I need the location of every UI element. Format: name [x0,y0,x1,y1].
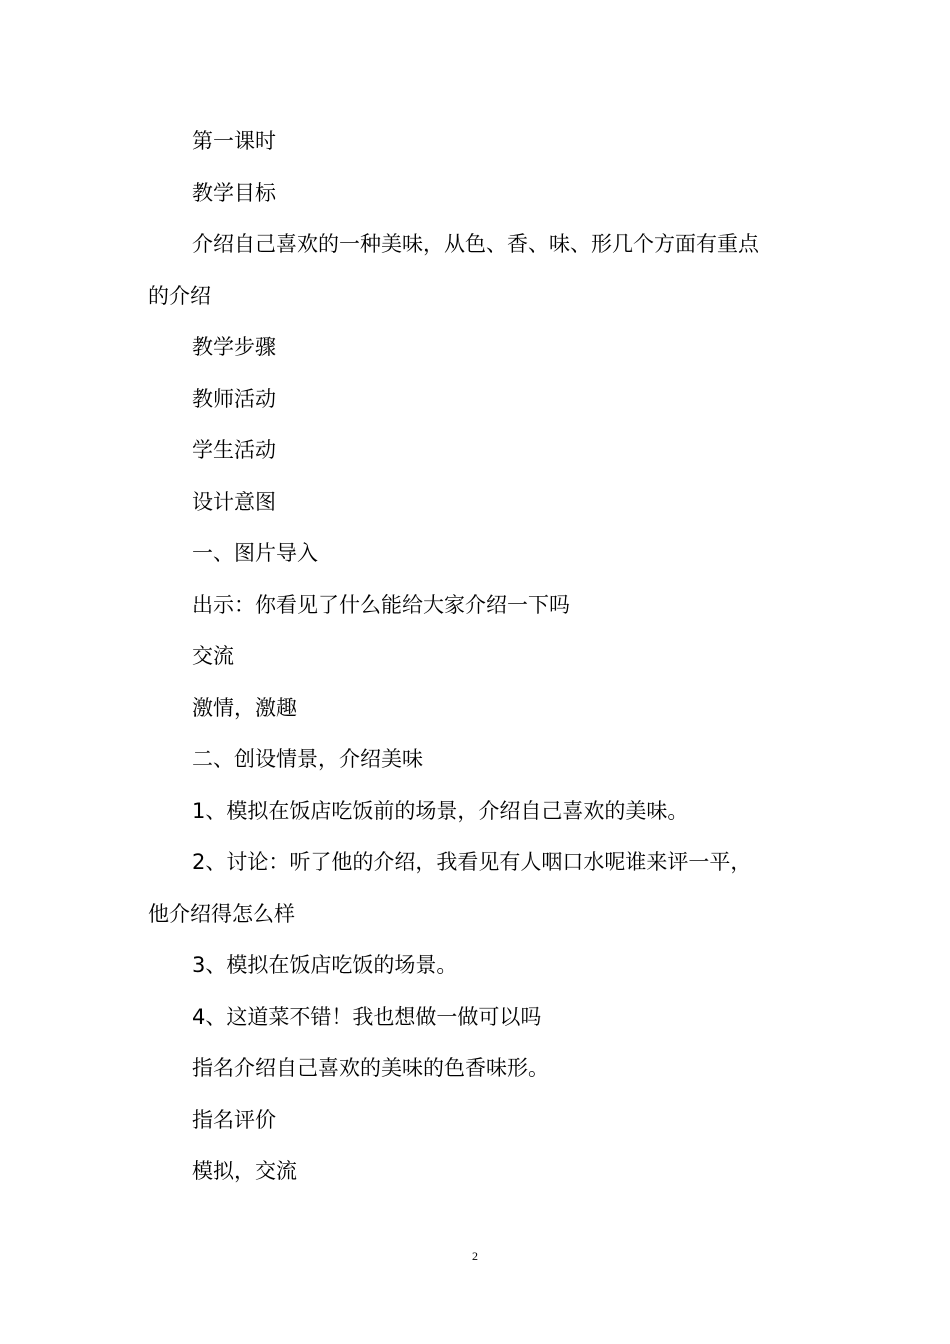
paragraph: 设计意图 [192,489,276,514]
paragraph-continuation: 的介绍 [148,283,211,308]
paragraph: 指名介绍自己喜欢的美味的色香味形。 [192,1056,549,1080]
paragraph: 激情，激趣 [192,695,297,720]
lesson-heading: 第一课时 [192,129,276,153]
paragraph: 介绍自己喜欢的一种美味，从色、香、味、形几个方面有重点 [192,232,759,256]
page-number: 2 [472,1249,478,1263]
section-heading: 一、图片导入 [192,541,318,565]
paragraph: 教师活动 [192,386,276,411]
paragraph: 指名评价 [192,1107,276,1132]
paragraph: 交流 [192,644,234,668]
list-item: 4、这道菜不错！我也想做一做可以吗 [192,1004,542,1029]
paragraph: 模拟，交流 [192,1159,297,1183]
section-heading: 二、创设情景，介绍美味 [192,747,423,771]
document-body [148,116,808,1198]
paragraph-continuation: 他介绍得怎么样 [148,901,295,926]
section-heading-goals: 教学目标 [192,180,276,205]
paragraph: 学生活动 [192,438,276,462]
list-item: 2、讨论：听了他的介绍，我看见有人咽口水呢谁来评一平， [192,850,752,874]
section-heading-steps: 教学步骤 [192,335,276,359]
list-item: 1、模拟在饭店吃饭前的场景，介绍自己喜欢的美味。 [192,798,689,823]
list-item: 3、模拟在饭店吃饭的场景。 [192,953,458,977]
paragraph: 出示：你看见了什么能给大家介绍一下吗 [192,592,570,617]
